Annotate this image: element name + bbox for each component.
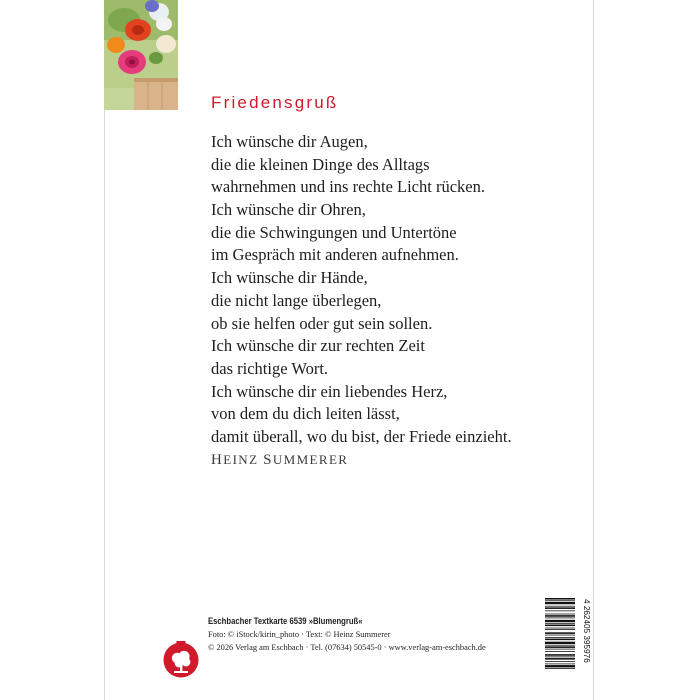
poem-title: Friedensgruß [211,93,339,112]
barcode-bar [545,610,575,611]
barcode-bar [545,661,575,662]
barcode-bar [545,635,575,636]
barcode-bar [545,602,575,604]
barcode-bar [545,639,575,641]
barcode-bar [545,600,575,601]
author-first-initial: H [211,452,224,468]
poem-text [211,131,512,449]
eschbach-tree-logo-icon [161,640,201,680]
poem-line: wahrnehmen und ins rechte Licht rücken. [211,177,485,197]
barcode-bar [545,637,575,638]
barcode-bar [545,646,575,648]
poem-line: Ich wünsche dir Ohren, [211,200,366,220]
poem-line: die nicht lange überlegen, [211,290,382,310]
barcode-bar [545,620,575,622]
poem-line: die die kleinen Dinge des Alltags [211,154,430,174]
ean-barcode [545,597,591,689]
barcode-bar [545,614,575,615]
barcode-bar [545,598,575,600]
poem-line: von dem du dich leiten lässt, [211,404,400,424]
author-first-rest: EINZ [223,452,259,467]
barcode-bar [545,607,575,609]
poem-line: im Gespräch mit anderen aufnehmen. [211,245,459,265]
barcode-bar [545,654,575,656]
poem-line: ob sie helfen oder gut sein sollen. [211,313,433,333]
barcode-bar [545,651,575,652]
footer-card-number: Eschbacher Textkarte 6539 »Blumengruß« [208,615,363,626]
barcode-bar [545,606,575,607]
poem-line: damit überall, wo du bist, der Friede einzieht. [211,426,512,446]
barcode-bar [545,625,575,627]
barcode-bar [545,628,575,629]
poem-line: Ich wünsche dir zur rechten Zeit [211,336,425,356]
barcode-bar [545,623,575,624]
barcode-bar [545,618,575,619]
barcode-bar [545,657,575,658]
author-last-rest: UMMERER [272,452,349,467]
barcode-bar [545,668,575,669]
poem-line: Ich wünsche dir Augen, [211,132,368,151]
footer-credits: Foto: © iStock/kirin_photo · Text: © Heinz Summerer [208,629,391,639]
poem-line: das richtige Wort. [211,358,329,378]
poem-line: Ich wünsche dir ein liebendes Herz, [211,381,448,401]
barcode-bar [545,645,575,646]
footer-publisher: © 2026 Verlag am Eschbach · Tel. (07634) 50545-0 · www.verlag-am-eschbach.de [208,643,486,652]
barcode-digits: 4 262405 395976 [582,599,591,663]
flower-bouquet-image [104,0,178,110]
poem-line: Ich wünsche dir Hände, [211,268,368,288]
barcode-bar [545,649,575,650]
footer-imprint [208,614,486,655]
poem-author [211,452,348,469]
barcode-bar [545,658,575,660]
barcode-bar [545,629,575,630]
author-last-initial: S [263,452,273,468]
barcode-bar [545,632,575,634]
barcode-bar [545,664,575,665]
barcode-bar [545,665,575,667]
poem-line: die die Schwingungen und Untertöne [211,222,457,242]
barcode-bar [545,642,575,644]
barcode-bar [545,615,575,617]
barcode-bars [545,598,575,669]
